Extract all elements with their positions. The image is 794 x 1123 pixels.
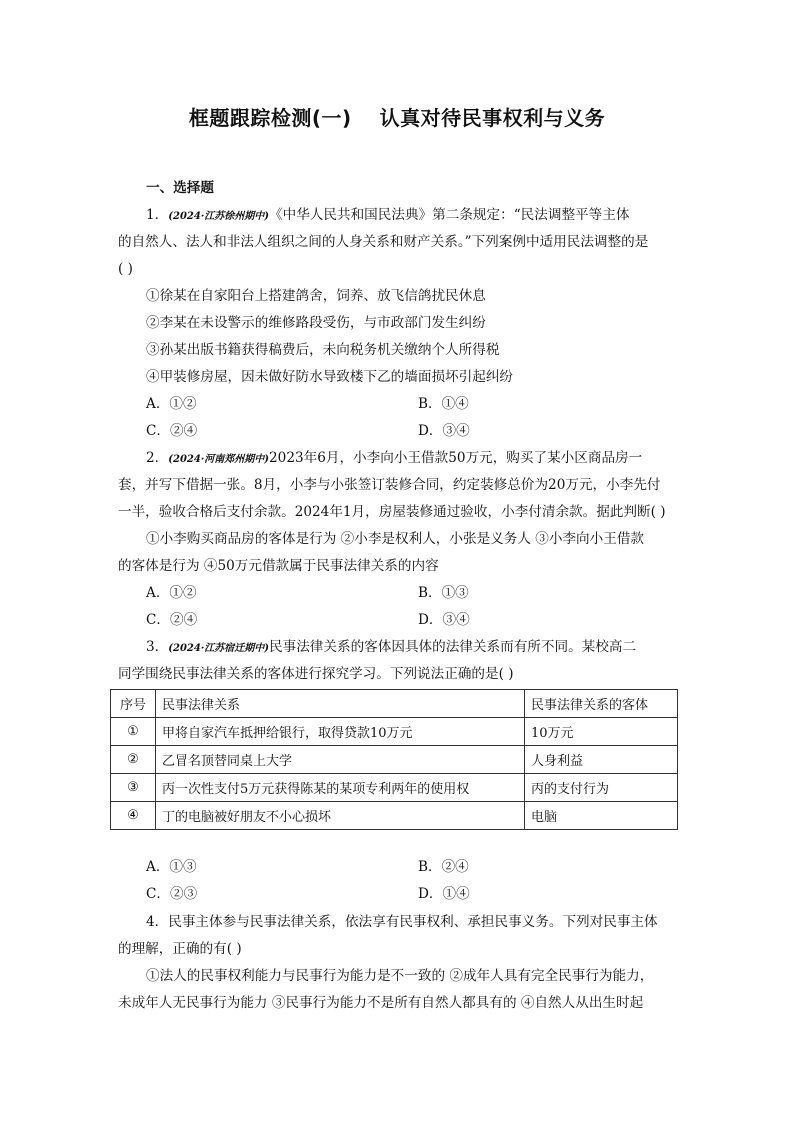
q3-number: 3． <box>146 639 169 655</box>
q2-option-d: D．③④ <box>418 612 470 628</box>
table-cell: ② <box>111 746 156 774</box>
table-cell: ③ <box>111 774 156 802</box>
q3-option-a: A．①③ <box>146 859 197 875</box>
q4-line2: 的理解，正确的有( ) <box>118 941 242 957</box>
q1-option-b: B．①④ <box>418 396 469 412</box>
q2-item-line1: ①小李购买商品房的客体是行为 ②小李是权利人，小张是义务人 ③小李向小王借款 <box>146 531 645 547</box>
q2-number: 2． <box>146 450 169 466</box>
q2-source: (2024·河南郑州期中) <box>168 454 270 465</box>
q2-line3: 一半，验收合格后支付余款。2024年1月，房屋装修通过验收，小李付清余款。据此判断( ) <box>118 504 666 520</box>
q1-source: (2024·江苏徐州期中) <box>168 211 270 222</box>
q4-line1: 4．民事主体参与民事法律关系，依法享有民事权利、承担民事义务。下列对民事主体 <box>146 914 658 930</box>
table-row <box>111 718 678 746</box>
table-cell: ① <box>111 718 156 746</box>
q3-option-c: C．②③ <box>146 886 198 902</box>
table-cell: 人身利益 <box>525 746 678 774</box>
section-heading: 一、选择题 <box>146 180 214 196</box>
q1-line2: 的自然人、法人和非法人组织之间的人身关系和财产关系。”下列案例中适用民法调整的是 <box>118 234 649 250</box>
table-cell: 丙的支付行为 <box>525 774 678 802</box>
q3-text1: 民事法律关系的客体因具体的法律关系而有所不同。某校高二 <box>269 639 637 655</box>
q4-item-line2: 未成年人无民事行为能力 ③民事行为能力不是所有自然人都具有的 ④自然人从出生时起 <box>118 995 644 1011</box>
q2-text1: 2023年6月，小李向小王借款50万元，购买了某小区商品房一 <box>269 450 643 466</box>
table-cell: 10万元 <box>525 718 678 746</box>
table-header-row <box>111 690 678 718</box>
title-part1: 框题跟踪检测(一) <box>188 106 352 130</box>
table-row <box>111 774 678 802</box>
table-cell: 丁的电脑被好朋友不小心损坏 <box>156 802 525 830</box>
table-row <box>111 746 678 774</box>
table-cell: ④ <box>111 802 156 830</box>
table-row <box>111 802 678 830</box>
title-part2: 认真对待民事权利与义务 <box>379 106 606 130</box>
q1-item-2: ②李某在未设警示的维修路段受伤，与市政部门发生纠纷 <box>146 315 486 331</box>
q3-line2: 同学围绕民事法律关系的客体进行探究学习。下列说法正确的是( ) <box>118 666 514 682</box>
table-cell: 乙冒名顶替同桌上大学 <box>156 746 525 774</box>
q1-item-3: ③孙某出版书籍获得稿费后，未向税务机关缴纳个人所得税 <box>146 342 500 358</box>
q1-text1: 《中华人民共和国民法典》第二条规定：“民法调整平等主体 <box>269 207 630 223</box>
q4-item-line1: ①法人的民事权利能力与民事行为能力是不一致的 ②成年人具有完全民事行为能力， <box>146 968 654 984</box>
q2-option-a: A．①② <box>146 585 197 601</box>
q1-line3: ( ) <box>118 261 133 277</box>
q3-option-b: B．②④ <box>418 859 469 875</box>
q1-option-d: D．③④ <box>418 423 470 439</box>
q1-line1 <box>146 205 706 227</box>
q1-option-a: A．①② <box>146 396 197 412</box>
q1-item-1: ①徐某在自家阳台上搭建鸽舍，饲养、放飞信鸽扰民休息 <box>146 288 486 304</box>
table-header: 序号 <box>111 690 156 718</box>
table-header: 民事法律关系 <box>156 690 525 718</box>
q1-item-4: ④甲装修房屋，因未做好防水导致楼下乙的墙面损坏引起纠纷 <box>146 369 514 385</box>
q3-option-d: D．①④ <box>418 886 470 902</box>
q1-number: 1． <box>146 207 169 223</box>
table-cell: 丙一次性支付5万元获得陈某的某项专利两年的使用权 <box>156 774 525 802</box>
relations-table <box>110 689 678 830</box>
q2-option-c: C．②④ <box>146 612 198 628</box>
q2-item-line2: 的客体是行为 ④50万元借款属于民事法律关系的内容 <box>118 558 439 574</box>
page-title <box>0 102 794 131</box>
q2-line2: 套，并写下借据一张。8月，小李与小张签订装修合同，约定装修总价为20万元，小李先付 <box>118 477 661 493</box>
q3-line1 <box>146 637 706 659</box>
table-cell: 电脑 <box>525 802 678 830</box>
q1-option-c: C．②④ <box>146 423 198 439</box>
q2-line1 <box>146 448 706 470</box>
q3-source: (2024·江苏宿迁期中) <box>168 643 270 654</box>
q2-option-b: B．①③ <box>418 585 469 601</box>
table-cell: 甲将自家汽车抵押给银行，取得贷款10万元 <box>156 718 525 746</box>
table-header: 民事法律关系的客体 <box>525 690 678 718</box>
